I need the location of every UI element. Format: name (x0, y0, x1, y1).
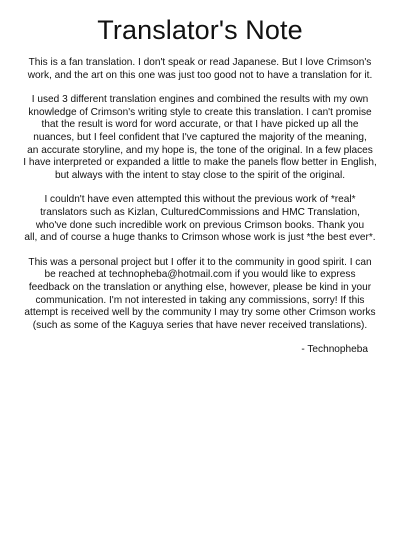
paragraph-intro: This is a fan translation. I don't speak or read Japanese. But I love Crimson's work, and the art on this one was just too good not to have a translation for it. (27, 57, 373, 81)
paragraph-thanks: I couldn't have even attempted this without the previous work of *real* translators such as Kizlan, CulturedCommissions and HMC Translation, who've done such incredible work on previous Crimson books. Thank you all, and of course a huge thanks to Crimson whose work is just *the best ever*. (24, 194, 376, 244)
paragraph-method: I used 3 different translation engines and combined the results with my own knowledge of Crimson's writing style to create this translation. I can't promise that the result is word for word accurate, or that I have picked up all the nuances, but I feel confident that I've captured the majority of the meaning, an accurate storyline, and my hope is, the tone of the original. In a few places I have interpreted or expanded a little to make the panels flow better in English, but always with the intent to stay close to the spirit of the original. (23, 94, 377, 181)
page-title: Translator's Note (97, 15, 303, 45)
paragraph-contact: This was a personal project but I offer it to the community in good spirit. I can be reached at technopheba@hotmail.com if you would like to express feedback on the translation or anything else, however, please be kind in your communication. I'm not interested in taking any commissions, sorry! If this attempt is received well by the community I may try some other Crimson works (such as some of the Kaguya series that have never received translations). (24, 256, 376, 331)
signature: - Technopheba (301, 344, 368, 356)
